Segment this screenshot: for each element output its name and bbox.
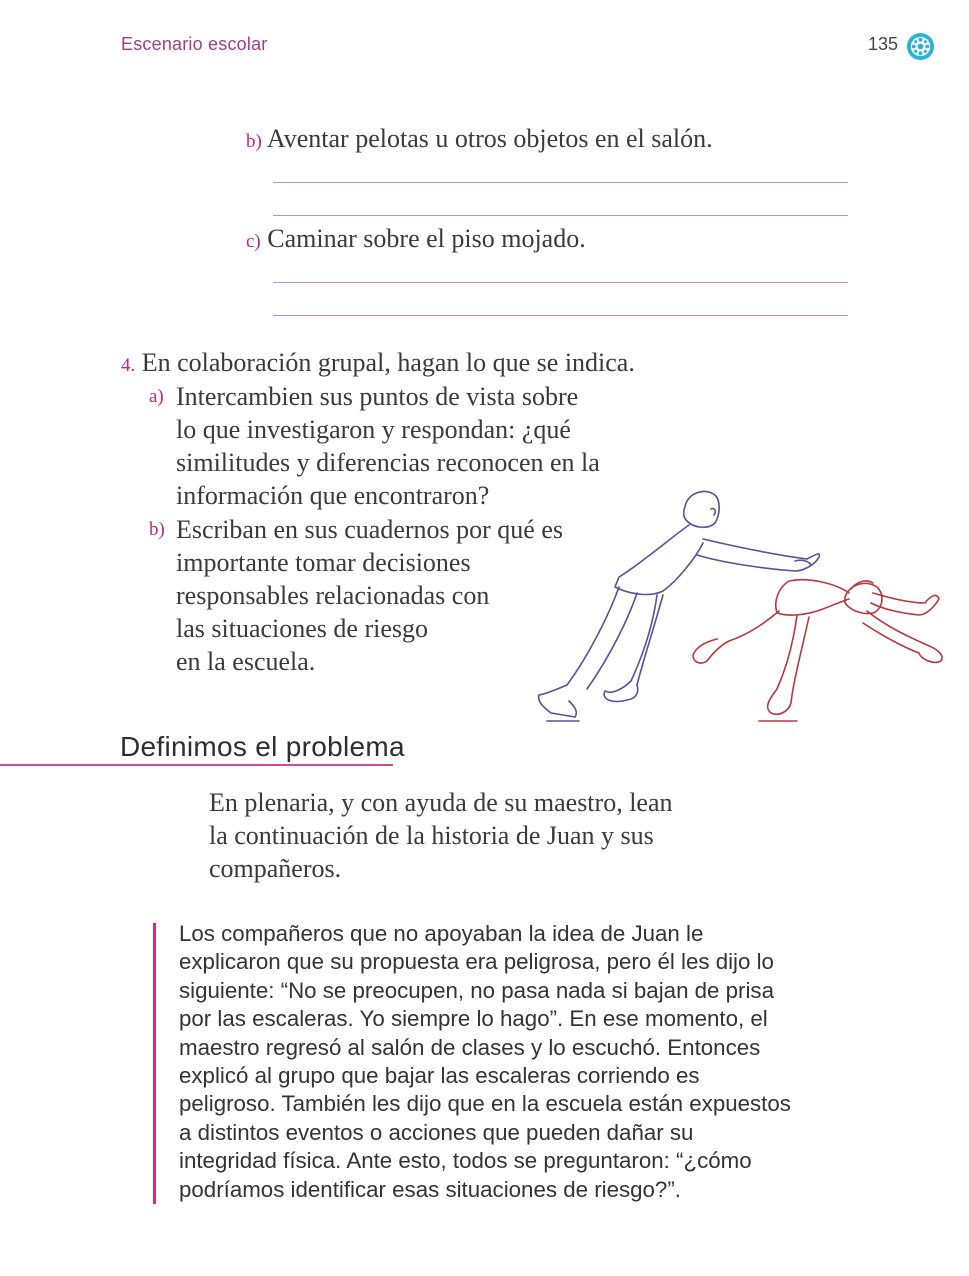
answer-line[interactable] [273,215,848,216]
section-label: Escenario escolar [121,34,268,54]
activity-number: 4. [121,355,136,376]
story-accent-bar [153,923,156,1204]
answer-line[interactable] [273,182,848,183]
story-line: maestro regresó al salón de clases y lo escuchó. Entonces [179,1034,761,1060]
story-line: a distintos eventos o acciones que pueden dañar su [179,1119,694,1145]
story-line: Los compañeros que no apoyaban la idea de Juan le [179,921,704,946]
story-line: integridad física. Ante esto, todos se preguntaron: “¿cómo [179,1148,752,1174]
item-b [246,122,713,158]
text-line: Intercambien sus puntos de vista sobre [176,382,579,411]
story-line: por las escaleras. Yo siempre lo hago”. En ese momento, el [179,1006,768,1032]
text-line: en la escuela. [176,647,316,676]
story-line: podríamos identificar esas situaciones de riesgo?”. [179,1176,681,1202]
story-line: explicaron que su propuesta era peligrosa, pero él les dijo lo [179,949,774,975]
text-line: similitudes y diferencias reconocen en la [176,448,600,477]
page-number: 135 [868,34,899,54]
answer-line[interactable] [273,282,848,283]
text-line: importante tomar decisiones [176,548,471,577]
answer-line[interactable] [273,315,848,316]
activity-a-letter: a) [149,386,164,407]
pushing-illustration [527,485,947,725]
item-b-text: Aventar pelotas u otros objetos en el salón. [266,124,713,153]
text-line: la continuación de la historia de Juan y sus [209,821,654,850]
text-line: responsables relacionadas con [176,581,490,610]
story-line: peligroso. También les dijo que en la escuela están expuestos [179,1091,791,1117]
section-intro [209,786,673,885]
story-line: siguiente: “No se preocupen, no pasa nada si bajan de prisa [179,977,774,1003]
activity-4-heading [121,346,635,382]
item-b-letter: b) [246,131,262,152]
activity-b-letter: b) [149,519,165,540]
item-c-letter: c) [246,231,261,252]
activity-b-text [176,513,563,678]
story-text [179,920,859,1204]
item-c-text: Caminar sobre el piso mojado. [267,224,586,253]
story-line: explicó al grupo que bajar las escaleras corriendo es [179,1063,700,1089]
text-line: En plenaria, y con ayuda de su maestro, lean [209,788,673,817]
text-line: las situaciones de riesgo [176,614,428,643]
falling-figure [693,580,942,721]
item-c [246,222,586,258]
text-line: información que encontraron? [176,481,490,510]
flower-compass-icon [906,32,935,61]
activity-4-text: En colaboración grupal, hagan lo que se indica. [141,348,635,377]
text-line: lo que investigaron y respondan: ¿qué [176,415,571,444]
section-title-rule [0,764,393,766]
section-title: Definimos el problema [120,731,405,762]
text-line: compañeros. [209,854,342,883]
text-line: Escriban en sus cuadernos por qué es [176,515,563,544]
